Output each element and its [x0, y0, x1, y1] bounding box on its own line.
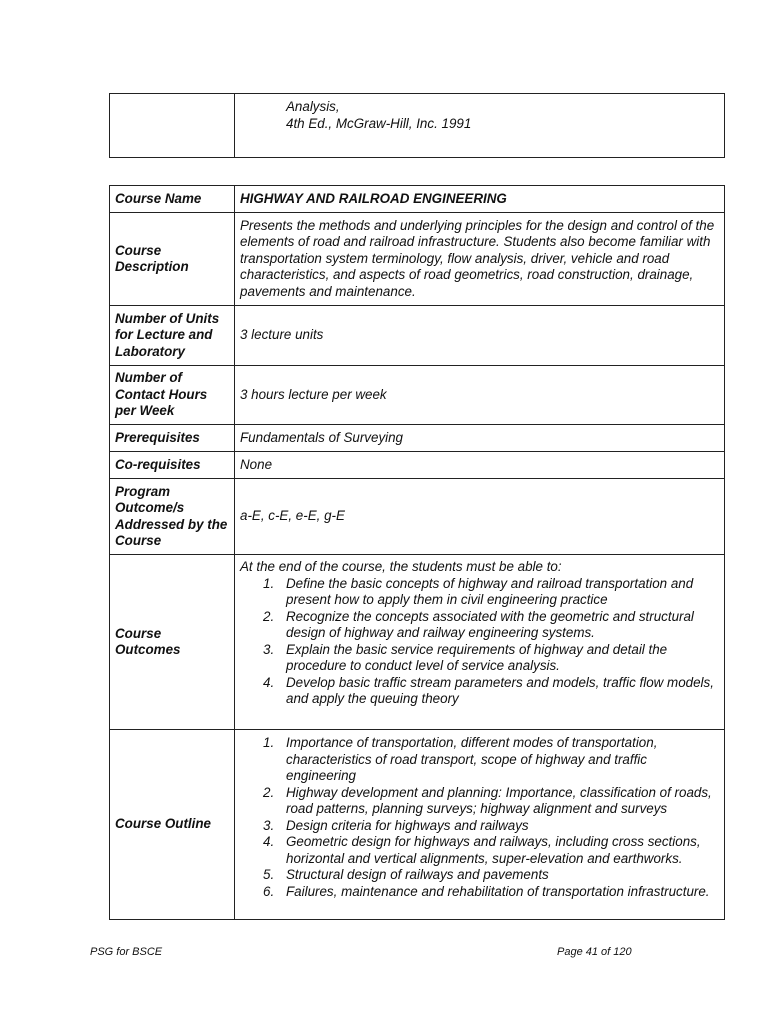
program-outcomes-value: a-E, c-E, e-E, g-E: [235, 479, 725, 555]
course-table: [109, 185, 725, 920]
table-row: [110, 94, 725, 158]
course-description-value: Presents the methods and underlying principles for the design and control of the elements of road and railroad infrastructure. Students also become familiar with transportation system terminology, flow analysis, driver, vehicle and road characteristics, and aspects of road geometrics, road construction, drainage, pavements and maintenance.: [235, 213, 725, 306]
prerequisites-label: Prerequisites: [110, 425, 235, 452]
list-number: 3.: [263, 641, 275, 657]
list-item: [240, 576, 719, 609]
units-label: Number of Units for Lecture and Laboratory: [110, 306, 235, 366]
list-number: 2.: [263, 784, 275, 800]
list-item: [240, 818, 719, 835]
list-text: Design criteria for highways and railways: [286, 817, 529, 833]
units-value: 3 lecture units: [235, 306, 725, 366]
empty-label-cell: [110, 94, 235, 158]
list-number: 5.: [263, 867, 275, 882]
list-number: 6.: [263, 883, 275, 899]
course-outline-cell: [235, 730, 725, 920]
list-item: [240, 642, 719, 675]
course-outcomes-cell: [235, 555, 725, 730]
list-text: Recognize the concepts associated with the geometric and structural design of highway and railway engineering systems.: [286, 608, 694, 640]
contact-hours-label: Number of Contact Hours per Week: [110, 366, 235, 425]
list-number: 4.: [263, 674, 275, 690]
list-item: [240, 675, 719, 708]
list-number: 1.: [263, 575, 275, 591]
table-row: [110, 186, 725, 213]
reference-cell: [235, 94, 725, 158]
table-row: [110, 366, 725, 425]
course-description-label: Course Description: [110, 213, 235, 306]
list-item: [240, 785, 719, 818]
table-row: [110, 213, 725, 306]
reference-table: [109, 93, 725, 158]
list-text: Geometric design for highways and railways, including cross sections, horizontal and vertical alignments, super-elevation and earthworks.: [286, 834, 701, 866]
list-text: Develop basic traffic stream parameters and models, traffic flow models, and apply the queuing theory: [286, 674, 714, 706]
table-row: [110, 479, 725, 555]
list-number: 1.: [263, 735, 275, 750]
list-text: Explain the basic service requirements of highway and detail the procedure to conduct level of service analysis.: [286, 641, 668, 673]
list-item: [240, 834, 719, 867]
list-number: 4.: [263, 834, 275, 849]
program-outcomes-label: Program Outcome/s Addressed by the Course: [110, 479, 235, 555]
list-text: Importance of transportation, different modes of transportation, characteristics of road transport, scope of highway and traffic engineering: [286, 735, 658, 783]
course-name-label: Course Name: [110, 186, 235, 213]
outline-list: [240, 735, 719, 900]
course-outline-label: Course Outline: [110, 730, 235, 920]
table-row: [110, 730, 725, 920]
course-name-value: HIGHWAY AND RAILROAD ENGINEERING: [235, 186, 725, 213]
list-number: 3.: [263, 817, 275, 833]
footer-left: PSG for BSCE: [90, 946, 163, 958]
course-outcomes-label: Course Outcomes: [110, 555, 235, 730]
outcomes-intro: At the end of the course, the students must be able to:: [240, 559, 562, 574]
outcomes-list: [240, 576, 719, 708]
reference-line: 4th Ed., McGraw-Hill, Inc. 1991: [286, 115, 472, 131]
table-row: [110, 452, 725, 479]
corequisites-value: None: [235, 452, 725, 479]
list-item: [240, 735, 719, 785]
table-row: [110, 306, 725, 366]
prerequisites-value: Fundamentals of Surveying: [235, 425, 725, 452]
list-text: Structural design of railways and pavements: [286, 867, 549, 882]
list-item: [240, 867, 719, 884]
list-number: 2.: [263, 608, 275, 624]
corequisites-label: Co-requisites: [110, 452, 235, 479]
list-text: Failures, maintenance and rehabilitation of transportation infrastructure.: [286, 883, 710, 899]
contact-hours-value: 3 hours lecture per week: [235, 366, 725, 425]
list-text: Define the basic concepts of highway and railroad transportation and present how to apply them in civil engineering practice: [286, 575, 694, 607]
table-row: [110, 425, 725, 452]
list-item: [240, 884, 719, 901]
list-text: Highway development and planning: Importance, classification of roads, road patterns, planning surveys; highway alignment and surveys: [286, 784, 712, 816]
list-item: [240, 609, 719, 642]
reference-line: Analysis,: [286, 99, 340, 114]
page-number: Page 41 of 120: [557, 946, 632, 958]
table-row: [110, 555, 725, 730]
